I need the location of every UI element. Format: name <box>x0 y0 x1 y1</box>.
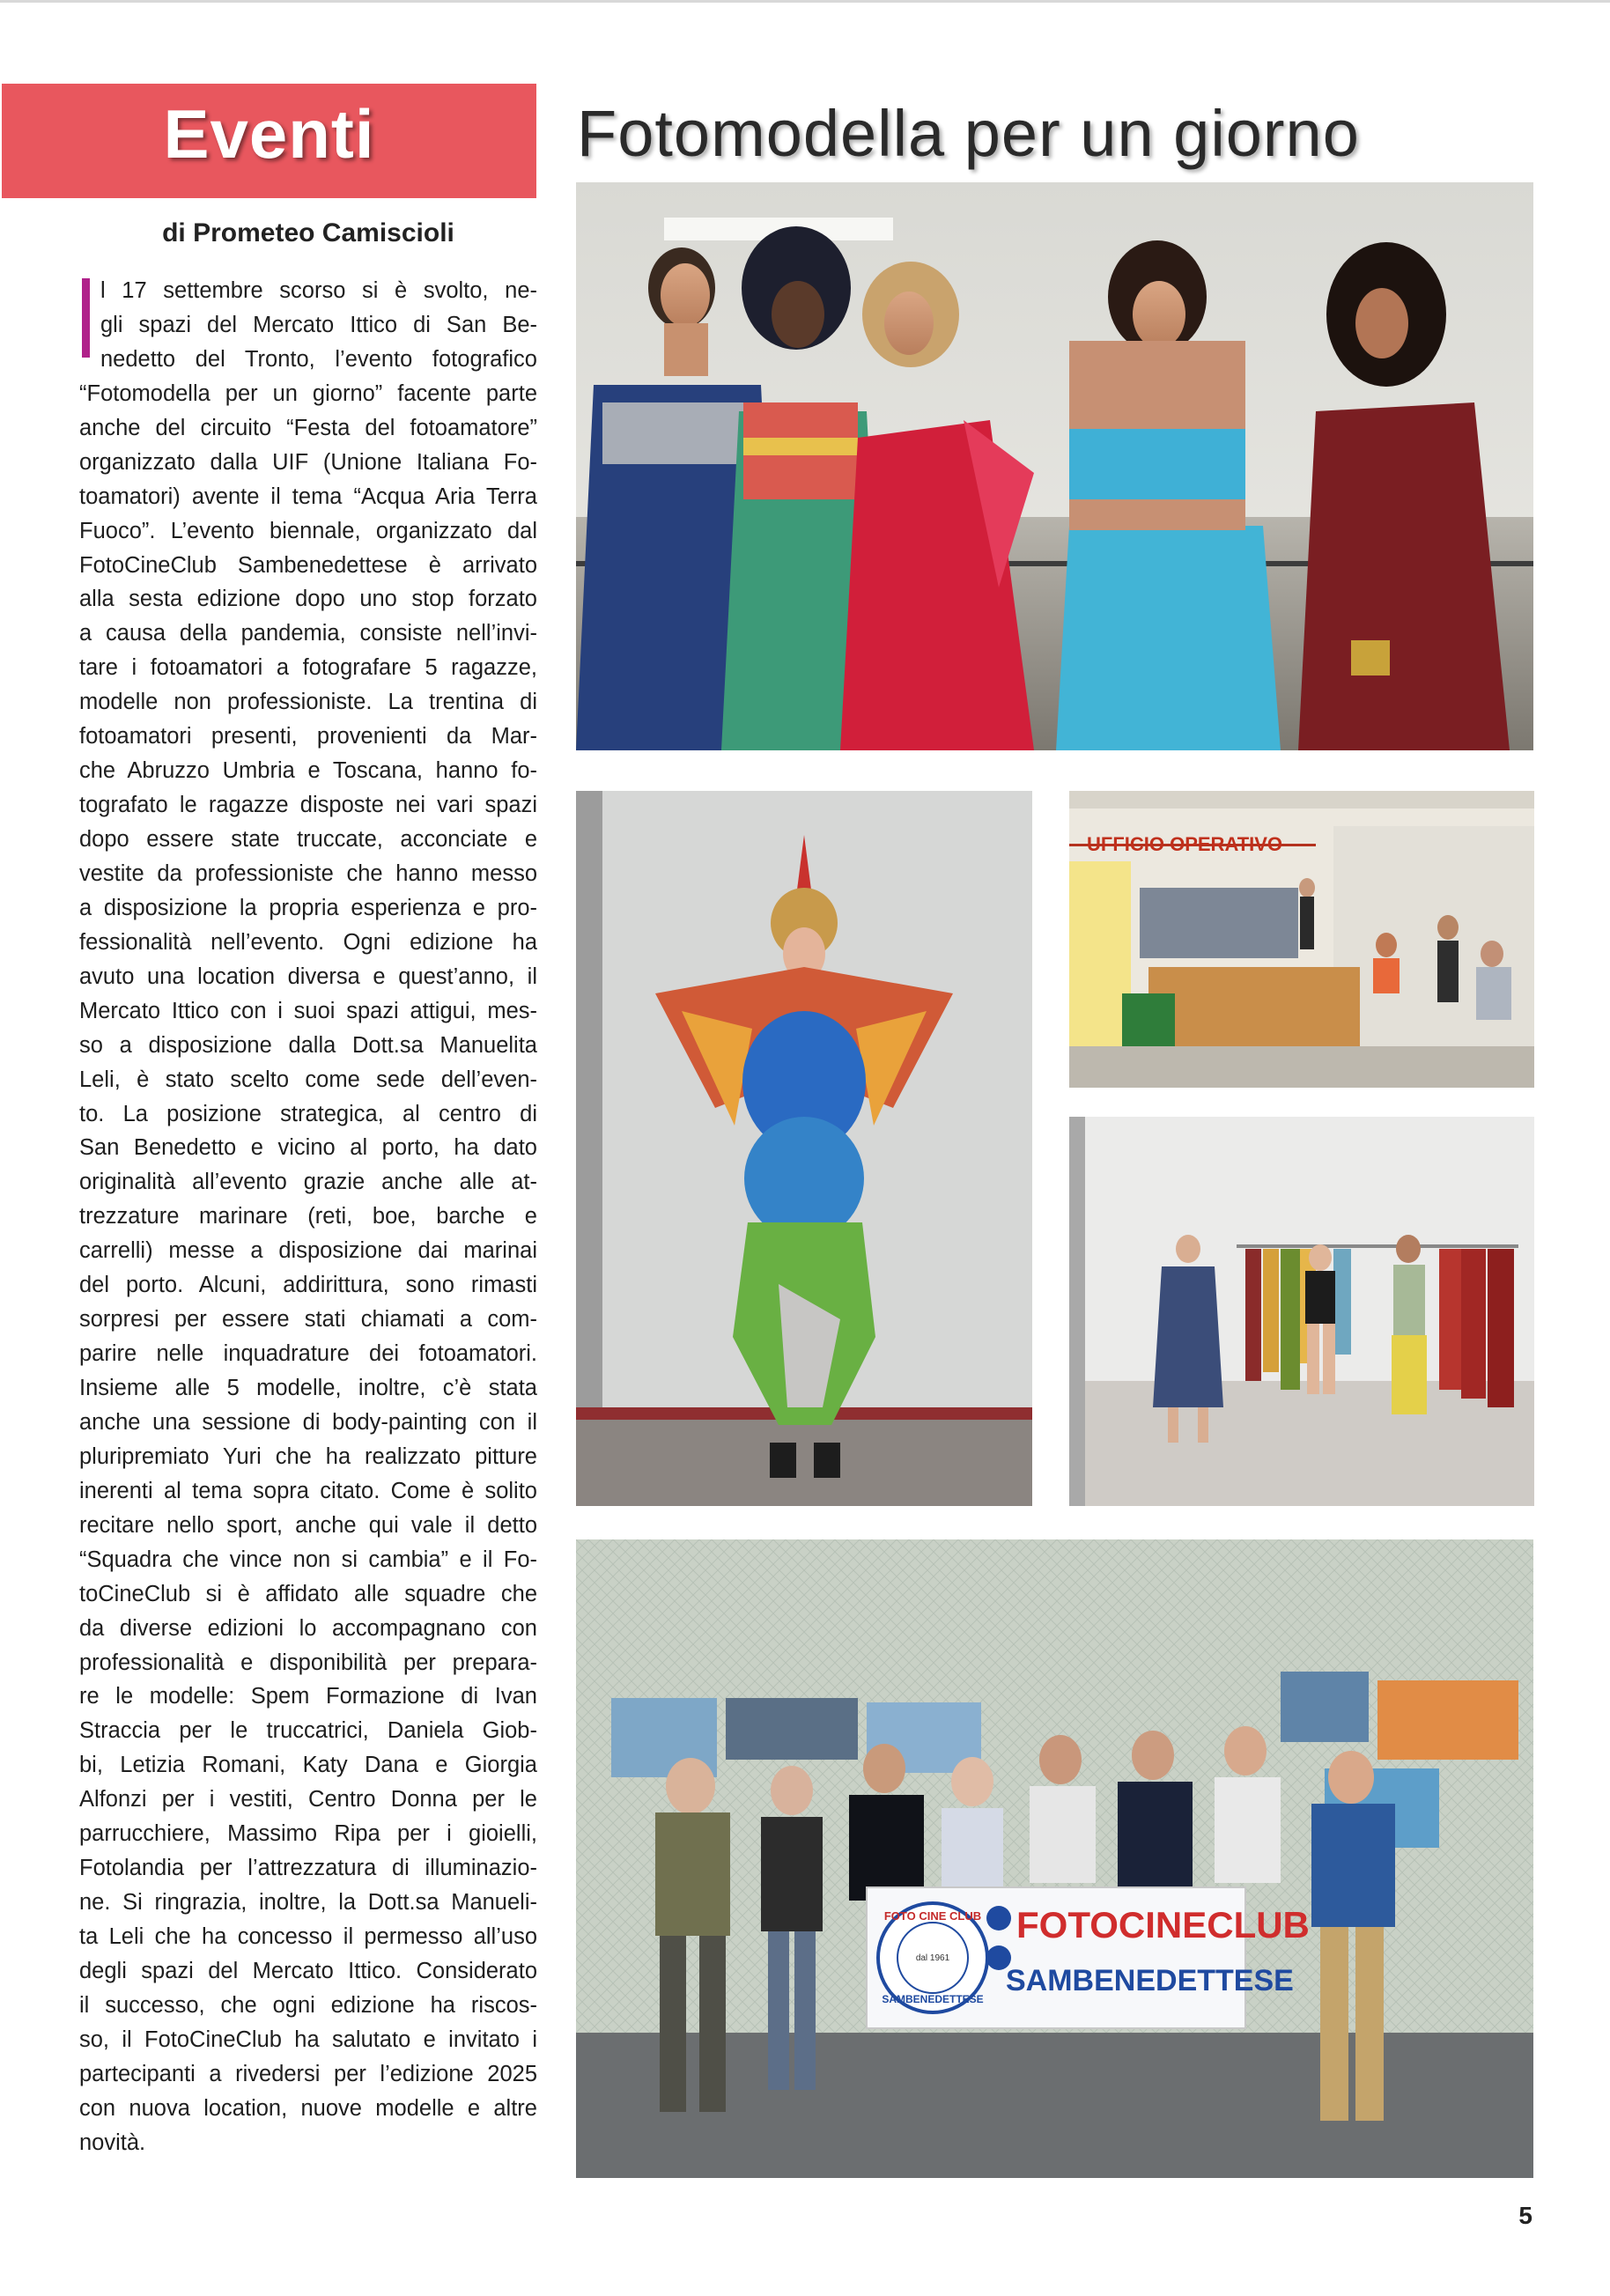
article-line: professionalità e disponibilità per prepara- <box>79 1650 537 1675</box>
article-line: recitare nello sport, anche qui vale il detto <box>79 1512 537 1538</box>
article-line: parire nelle inquadrature dei fotoamatori. <box>79 1341 537 1367</box>
article-line: parrucchiere, Massimo Ripa per i gioielli, <box>79 1821 537 1847</box>
article-line: vestite da professioniste che hanno messo <box>79 860 537 886</box>
article-line: anche una sessione di body-painting con il <box>79 1409 537 1435</box>
article-line: dopo essere state truccate, acconciate e <box>79 827 537 852</box>
article-line: a disposizione la propria esperienza e pro- <box>79 895 537 920</box>
article-line: avuto una location diversa e quest’anno, il <box>79 963 537 989</box>
section-tab <box>2 84 536 198</box>
article-line: to. La posizione strategica, al centro di <box>79 1101 537 1126</box>
article-line: alla sesta edizione dopo uno stop forzato <box>79 587 537 612</box>
article-line: originalità all’evento grazie anche alle at- <box>79 1170 537 1195</box>
article-title: Fotomodella per un giorno <box>577 97 1360 170</box>
article-line: fotoamatori presenti, provenienti da Mar- <box>79 724 537 749</box>
article-line: modelle non professioniste. La trentina di <box>79 690 537 715</box>
article-line: Mercato Ittico con i suoi spazi attigui, mes- <box>79 998 537 1023</box>
article-line: Fuoco”. L’evento biennale, organizzato dal <box>79 518 537 543</box>
article-line: degli spazi del Mercato Ittico. Considerato <box>79 1958 537 1983</box>
makeup-room-photo-icon <box>1069 791 1534 1088</box>
banner-logo-ring-text: FOTO CINE CLUB <box>883 1909 982 1923</box>
article-line: toCineClub si è affidato alle squadre che <box>79 1581 537 1606</box>
photo-office <box>1069 791 1534 1088</box>
article-line: con nuova location, nuove modelle e altre <box>79 2095 537 2121</box>
article-line: organizzato dalla UIF (Unione Italiana Fo- <box>79 449 537 475</box>
article-line: fessionalità nell’evento. Ogni edizione ha <box>79 929 537 955</box>
club-group-photo-icon <box>576 1539 1533 2178</box>
article-line: nedetto del Tronto, l’evento fotografico <box>100 346 537 372</box>
banner-logo-year: dal 1961 <box>915 1953 950 1963</box>
article-body <box>79 274 537 2160</box>
article-line: ne. Si ringrazia, inoltre, la Dott.sa Manueli- <box>79 1890 537 1916</box>
article-line: partecipanti a rivedersi per l’edizione 2025 <box>79 2061 537 2086</box>
article-line: a causa della pandemia, consiste nell’invi- <box>79 621 537 646</box>
article-line: toamatori) avente il tema “Acqua Aria Terra <box>79 484 537 509</box>
banner-subtitle: SAMBENEDETTESE <box>1006 1964 1294 1997</box>
group-photo-models-icon <box>576 182 1533 750</box>
banner-title: FOTOCINECLUB <box>1016 1904 1310 1945</box>
article-line: so a disposizione dalla Dott.sa Manuelita <box>79 1032 537 1058</box>
article-line: inerenti al tema sopra citato. Come è solito <box>79 1478 537 1503</box>
article-line: da diverse edizioni lo accompagnano con <box>79 1615 537 1641</box>
article-line: pluripremiato Yuri che ha realizzato pitture <box>79 1443 537 1469</box>
article-line: re le modelle: Spem Formazione di Ivan <box>79 1684 537 1709</box>
top-border <box>0 0 1610 3</box>
article-line: novità. <box>79 2130 146 2155</box>
article-line: Insieme alle 5 modelle, inoltre, c’è stata <box>79 1376 537 1400</box>
article-line: che Abruzzo Umbria e Toscana, hanno fo- <box>79 758 537 784</box>
article-line: gli spazi del Mercato Ittico di San Be- <box>100 312 537 337</box>
office-sign: UFFICIO OPERATIVO <box>1087 833 1283 855</box>
article-line: San Benedetto e vicino al porto, ha dato <box>79 1135 537 1161</box>
article-line: “Fotomodella per un giorno” facente parte <box>79 380 537 406</box>
article-line: trezzature marinare (reti, boe, barche e <box>79 1204 537 1229</box>
article-line: anche del circuito “Festa del fotoamatore” <box>79 415 537 440</box>
photo-body-painting <box>576 791 1032 1506</box>
article-line: Straccia per le truccatrici, Daniela Giob- <box>79 1718 537 1744</box>
article-line: FotoCineClub Sambenedettese è arrivato <box>79 552 537 578</box>
page-number: 5 <box>1518 2202 1532 2229</box>
article-line: Fotolandia per l’attrezzatura di illuminazio- <box>79 1856 537 1881</box>
photo-wardrobe <box>1069 1117 1534 1506</box>
section-label: Eventi <box>163 95 375 173</box>
photo-models <box>576 182 1533 750</box>
article-line: sorpresi per essere stati chiamati a com- <box>79 1307 537 1333</box>
banner-logo-bottom-text: SAMBENEDETTESE <box>882 1993 984 2005</box>
article-line: tografato le ragazze disposte nei vari spazi <box>79 793 537 818</box>
article-line: Leli, è stato scelto come sede dell’even- <box>79 1067 537 1092</box>
body-painting-photo-icon <box>576 791 1032 1506</box>
wardrobe-photo-icon <box>1069 1117 1534 1506</box>
article-line: bi, Letizia Romani, Katy Dana e Giorgia <box>79 1753 537 1778</box>
article-line: il successo, che ogni edizione ha riscos- <box>79 1992 537 2018</box>
article-line: Alfonzi per i vestiti, Centro Donna per le <box>79 1787 537 1812</box>
article-line: l 17 settembre scorso si è svolto, ne- <box>100 278 537 303</box>
article-line: so, il FotoCineClub ha salutato e invitato i <box>79 2027 537 2052</box>
article-line: tare i fotoamatori a fotografare 5 ragazze, <box>79 655 537 681</box>
article-line: ta Leli che ha concesso il permesso all’uso <box>79 1924 537 1949</box>
article-line: “Squadra che vince non si cambia” e il Fo- <box>79 1547 537 1572</box>
photo-club-group <box>576 1539 1533 2178</box>
article-line: del porto. Alcuni, addirittura, sono rimasti <box>79 1273 537 1298</box>
byline: di Prometeo Camiscioli <box>162 218 454 247</box>
article-line: carrelli) messe a disposizione dai marinai <box>79 1238 537 1264</box>
